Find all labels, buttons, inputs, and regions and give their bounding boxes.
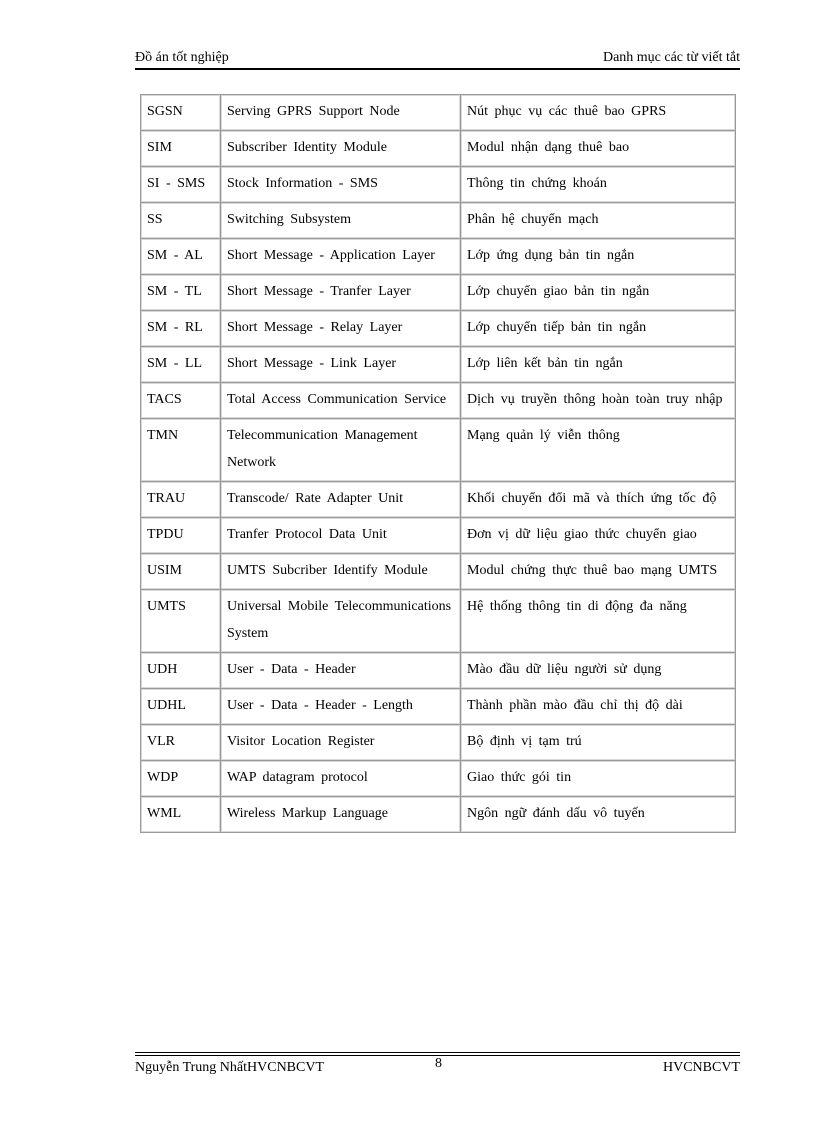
vietnamese-term-cell: Đơn vị dữ liệu giao thức chuyển giao (461, 518, 736, 554)
vietnamese-term-cell: Ngôn ngữ đánh dấu vô tuyến (461, 797, 736, 833)
table-row (141, 554, 736, 590)
page-number: 8 (435, 1056, 442, 1071)
table-row (141, 482, 736, 518)
abbreviation-cell: USIM (141, 554, 221, 590)
abbreviation-cell: VLR (141, 725, 221, 761)
english-term-cell: Total Access Communication Service (221, 383, 461, 419)
english-term-cell: UMTS Subcriber Identify Module (221, 554, 461, 590)
table-row (141, 383, 736, 419)
header-section: Danh mục các từ viết tắt (602, 50, 740, 65)
abbreviation-cell: SGSN (141, 95, 221, 131)
table-row (141, 653, 736, 689)
english-term-cell: Visitor Location Register (221, 725, 461, 761)
abbreviation-cell: SM - RL (141, 311, 221, 347)
page-footer (135, 1058, 740, 1078)
footer-author: Nguyễn Trung NhấtHVCNBCVT (135, 1060, 325, 1075)
table-row (141, 518, 736, 554)
english-term-cell: WAP datagram protocol (221, 761, 461, 797)
table-row (141, 689, 736, 725)
vietnamese-term-cell: Phân hệ chuyển mạch (461, 203, 736, 239)
table-row (141, 761, 736, 797)
english-term-cell: User - Data - Header (221, 653, 461, 689)
abbreviation-cell: SM - TL (141, 275, 221, 311)
english-term-cell: User - Data - Header - Length (221, 689, 461, 725)
vietnamese-term-cell: Hệ thống thông tin di động đa năng (461, 590, 736, 653)
vietnamese-term-cell: Khối chuyển đổi mã và thích ứng tốc độ (461, 482, 736, 518)
english-term-cell: Short Message - Tranfer Layer (221, 275, 461, 311)
vietnamese-term-cell: Giao thức gói tin (461, 761, 736, 797)
vietnamese-term-cell: Modul chứng thực thuê bao mạng UMTS (461, 554, 736, 590)
vietnamese-term-cell: Mào đầu dữ liệu người sử dụng (461, 653, 736, 689)
abbreviation-cell: UDHL (141, 689, 221, 725)
vietnamese-term-cell: Nút phục vụ các thuê bao GPRS (461, 95, 736, 131)
abbreviation-cell: SI - SMS (141, 167, 221, 203)
abbreviation-cell: WML (141, 797, 221, 833)
table-row (141, 95, 736, 131)
table-row (141, 590, 736, 653)
abbreviation-cell: TMN (141, 419, 221, 482)
vietnamese-term-cell: Modul nhận dạng thuê bao (461, 131, 736, 167)
abbreviation-cell: TACS (141, 383, 221, 419)
abbreviation-cell: WDP (141, 761, 221, 797)
english-term-cell: Subscriber Identity Module (221, 131, 461, 167)
english-term-cell: Transcode/ Rate Adapter Unit (221, 482, 461, 518)
english-term-cell: Serving GPRS Support Node (221, 95, 461, 131)
vietnamese-term-cell: Bộ định vị tạm trú (461, 725, 736, 761)
vietnamese-term-cell: Lớp ứng dụng bản tin ngắn (461, 239, 736, 275)
abbreviation-table-body (141, 95, 736, 833)
abbreviation-cell: TPDU (141, 518, 221, 554)
table-row (141, 347, 736, 383)
english-term-cell: Stock Information - SMS (221, 167, 461, 203)
abbreviation-cell: SM - LL (141, 347, 221, 383)
english-term-cell: Wireless Markup Language (221, 797, 461, 833)
english-term-cell: Universal Mobile Telecommunications System (221, 590, 461, 653)
footer-institution: HVCNBCVT (662, 1060, 740, 1075)
table-row (141, 311, 736, 347)
english-term-cell: Switching Subsystem (221, 203, 461, 239)
vietnamese-term-cell: Lớp liên kết bản tin ngắn (461, 347, 736, 383)
english-term-cell: Short Message - Link Layer (221, 347, 461, 383)
vietnamese-term-cell: Lớp chuyển giao bản tin ngắn (461, 275, 736, 311)
abbreviation-cell: TRAU (141, 482, 221, 518)
table-row (141, 239, 736, 275)
table-row (141, 131, 736, 167)
vietnamese-term-cell: Thông tin chứng khoán (461, 167, 736, 203)
header-title: Đồ án tốt nghiệp (135, 50, 229, 65)
english-term-cell: Tranfer Protocol Data Unit (221, 518, 461, 554)
abbreviation-cell: SM - AL (141, 239, 221, 275)
abbreviation-table-container (140, 94, 736, 833)
header-divider (135, 68, 740, 70)
english-term-cell: Telecommunication Management Network (221, 419, 461, 482)
table-row (141, 419, 736, 482)
table-row (141, 275, 736, 311)
abbreviation-table (140, 94, 736, 833)
table-row (141, 797, 736, 833)
abbreviation-cell: SIM (141, 131, 221, 167)
table-row (141, 203, 736, 239)
abbreviation-cell: SS (141, 203, 221, 239)
table-row (141, 167, 736, 203)
abbreviation-cell: UDH (141, 653, 221, 689)
vietnamese-term-cell: Lớp chuyển tiếp bản tin ngắn (461, 311, 736, 347)
vietnamese-term-cell: Thành phần mào đầu chỉ thị độ dài (461, 689, 736, 725)
table-row (141, 725, 736, 761)
vietnamese-term-cell: Dịch vụ truyền thông hoàn toàn truy nhập (461, 383, 736, 419)
vietnamese-term-cell: Mạng quản lý viễn thông (461, 419, 736, 482)
page-header (135, 50, 740, 68)
english-term-cell: Short Message - Application Layer (221, 239, 461, 275)
english-term-cell: Short Message - Relay Layer (221, 311, 461, 347)
abbreviation-cell: UMTS (141, 590, 221, 653)
